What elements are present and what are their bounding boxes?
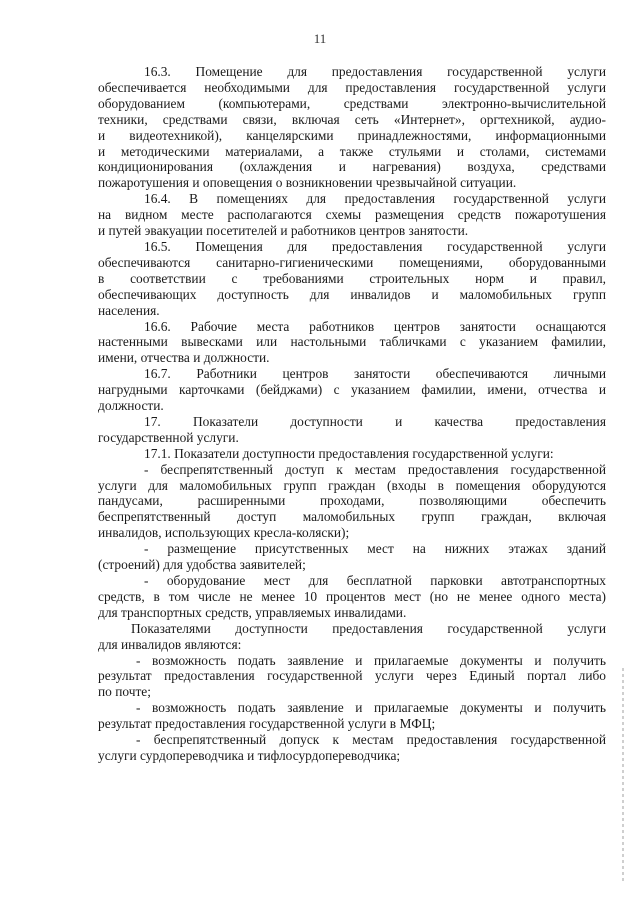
page-number: 11 [313, 31, 327, 46]
text-line: для транспортных средств, управляемых инвалидами. [98, 604, 407, 620]
text-line: услуги для маломобильных групп граждан (входы в помещения оборудуются [98, 477, 606, 493]
text-line: техники, средствами связи, включая сеть «Интернет», оргтехникой, аудио- [98, 111, 606, 127]
text-line: 17.1. Показатели доступности предоставления государственной услуги: [144, 445, 554, 461]
text-line: Показателями доступности предоставления государственной услуги [131, 620, 606, 636]
text-line: 17. Показатели доступности и качества предоставления [144, 413, 606, 429]
margin-stamp [620, 668, 626, 884]
text-line: - возможность подать заявление и прилагаемые документы и получить [136, 652, 606, 668]
text-line: - беспрепятственный допуск к местам предоставления государственной [136, 732, 606, 748]
text-line: нагрудными карточками (бейджами) с указанием фамилии, имени, отчества и [98, 382, 606, 398]
text-line: 16.4. В помещениях для предоставления государственной услуги [144, 191, 606, 207]
text-line: пандусами, расширенными проходами, позволяющими обеспечить [98, 493, 606, 509]
text-line: настенными вывесками или настольными табличками с указанием фамилии, [98, 334, 606, 350]
text-line: и методическими материалами, а также стульями и столами, системами [98, 143, 606, 159]
text-line: - оборудование мест для бесплатной парковки автотранспортных [144, 573, 606, 588]
text-line: обеспечиваются санитарно-гигиеническими помещениями, оборудованными [98, 254, 606, 270]
text-line: в соответствии с требованиями строительных норм и правил, [98, 270, 606, 286]
text-line: оборудованием (компьютерами, средствами электронно-вычислительной [98, 95, 606, 111]
text-line: на видном месте располагаются схемы размещения средств пожаротушения [98, 207, 606, 223]
text-line: услуги сурдопереводчика и тифлосурдопереводчика; [98, 747, 401, 763]
text-line: - размещение присутственных мест на нижних этажах зданий [144, 541, 606, 557]
document-body [98, 64, 606, 764]
text-line: 16.5. Помещения для предоставления государственной услуги [144, 238, 606, 254]
text-line: результат предоставления государственной услуги через Единый портал либо [98, 668, 606, 684]
text-line: 16.7. Работники центров занятости обеспечиваются личными [144, 366, 606, 382]
text-line: населения. [98, 302, 160, 318]
text-line: и видеотехникой), канцелярскими принадлежностями, информационными [98, 127, 606, 143]
text-line: (строений) для удобства заявителей; [98, 557, 306, 573]
text-line: - беспрепятственный доступ к местам предоставления государственной [144, 461, 606, 477]
text-line: имени, отчества и должности. [98, 350, 270, 366]
text-line: должности. [98, 398, 164, 414]
text-line: для инвалидов являются: [98, 636, 242, 652]
text-line: инвалидов, использующих кресла-коляски); [98, 525, 350, 541]
text-line: результат предоставления государственной услуги в МФЦ; [98, 716, 436, 732]
text-line: - возможность подать заявление и прилагаемые документы и получить [136, 700, 606, 716]
text-line: кондиционирования (охлаждения и нагревания) воздуха, средствами [98, 159, 606, 175]
text-line: пожаротушения и оповещения о возникновении чрезвычайной ситуации. [98, 175, 517, 191]
text-line: 16.3. Помещение для предоставления государственной услуги [144, 64, 606, 79]
text-line: средств, в том числе не менее 10 процентов мест (но не менее одного места) [98, 588, 606, 604]
text-line: 16.6. Рабочие места работников центров занятости оснащаются [144, 318, 606, 334]
text-line: по почте; [98, 684, 151, 700]
text-line: обеспечивающих доступность для инвалидов и маломобильных групп [98, 286, 606, 302]
text-line: беспрепятственный доступ маломобильных групп граждан, включая [98, 509, 606, 525]
text-line: государственной услуги. [98, 429, 239, 445]
text-line: обеспечивается необходимыми для предоставления государственной услуги [98, 79, 606, 95]
text-line: и путей эвакуации посетителей и работников центров занятости. [98, 223, 469, 239]
